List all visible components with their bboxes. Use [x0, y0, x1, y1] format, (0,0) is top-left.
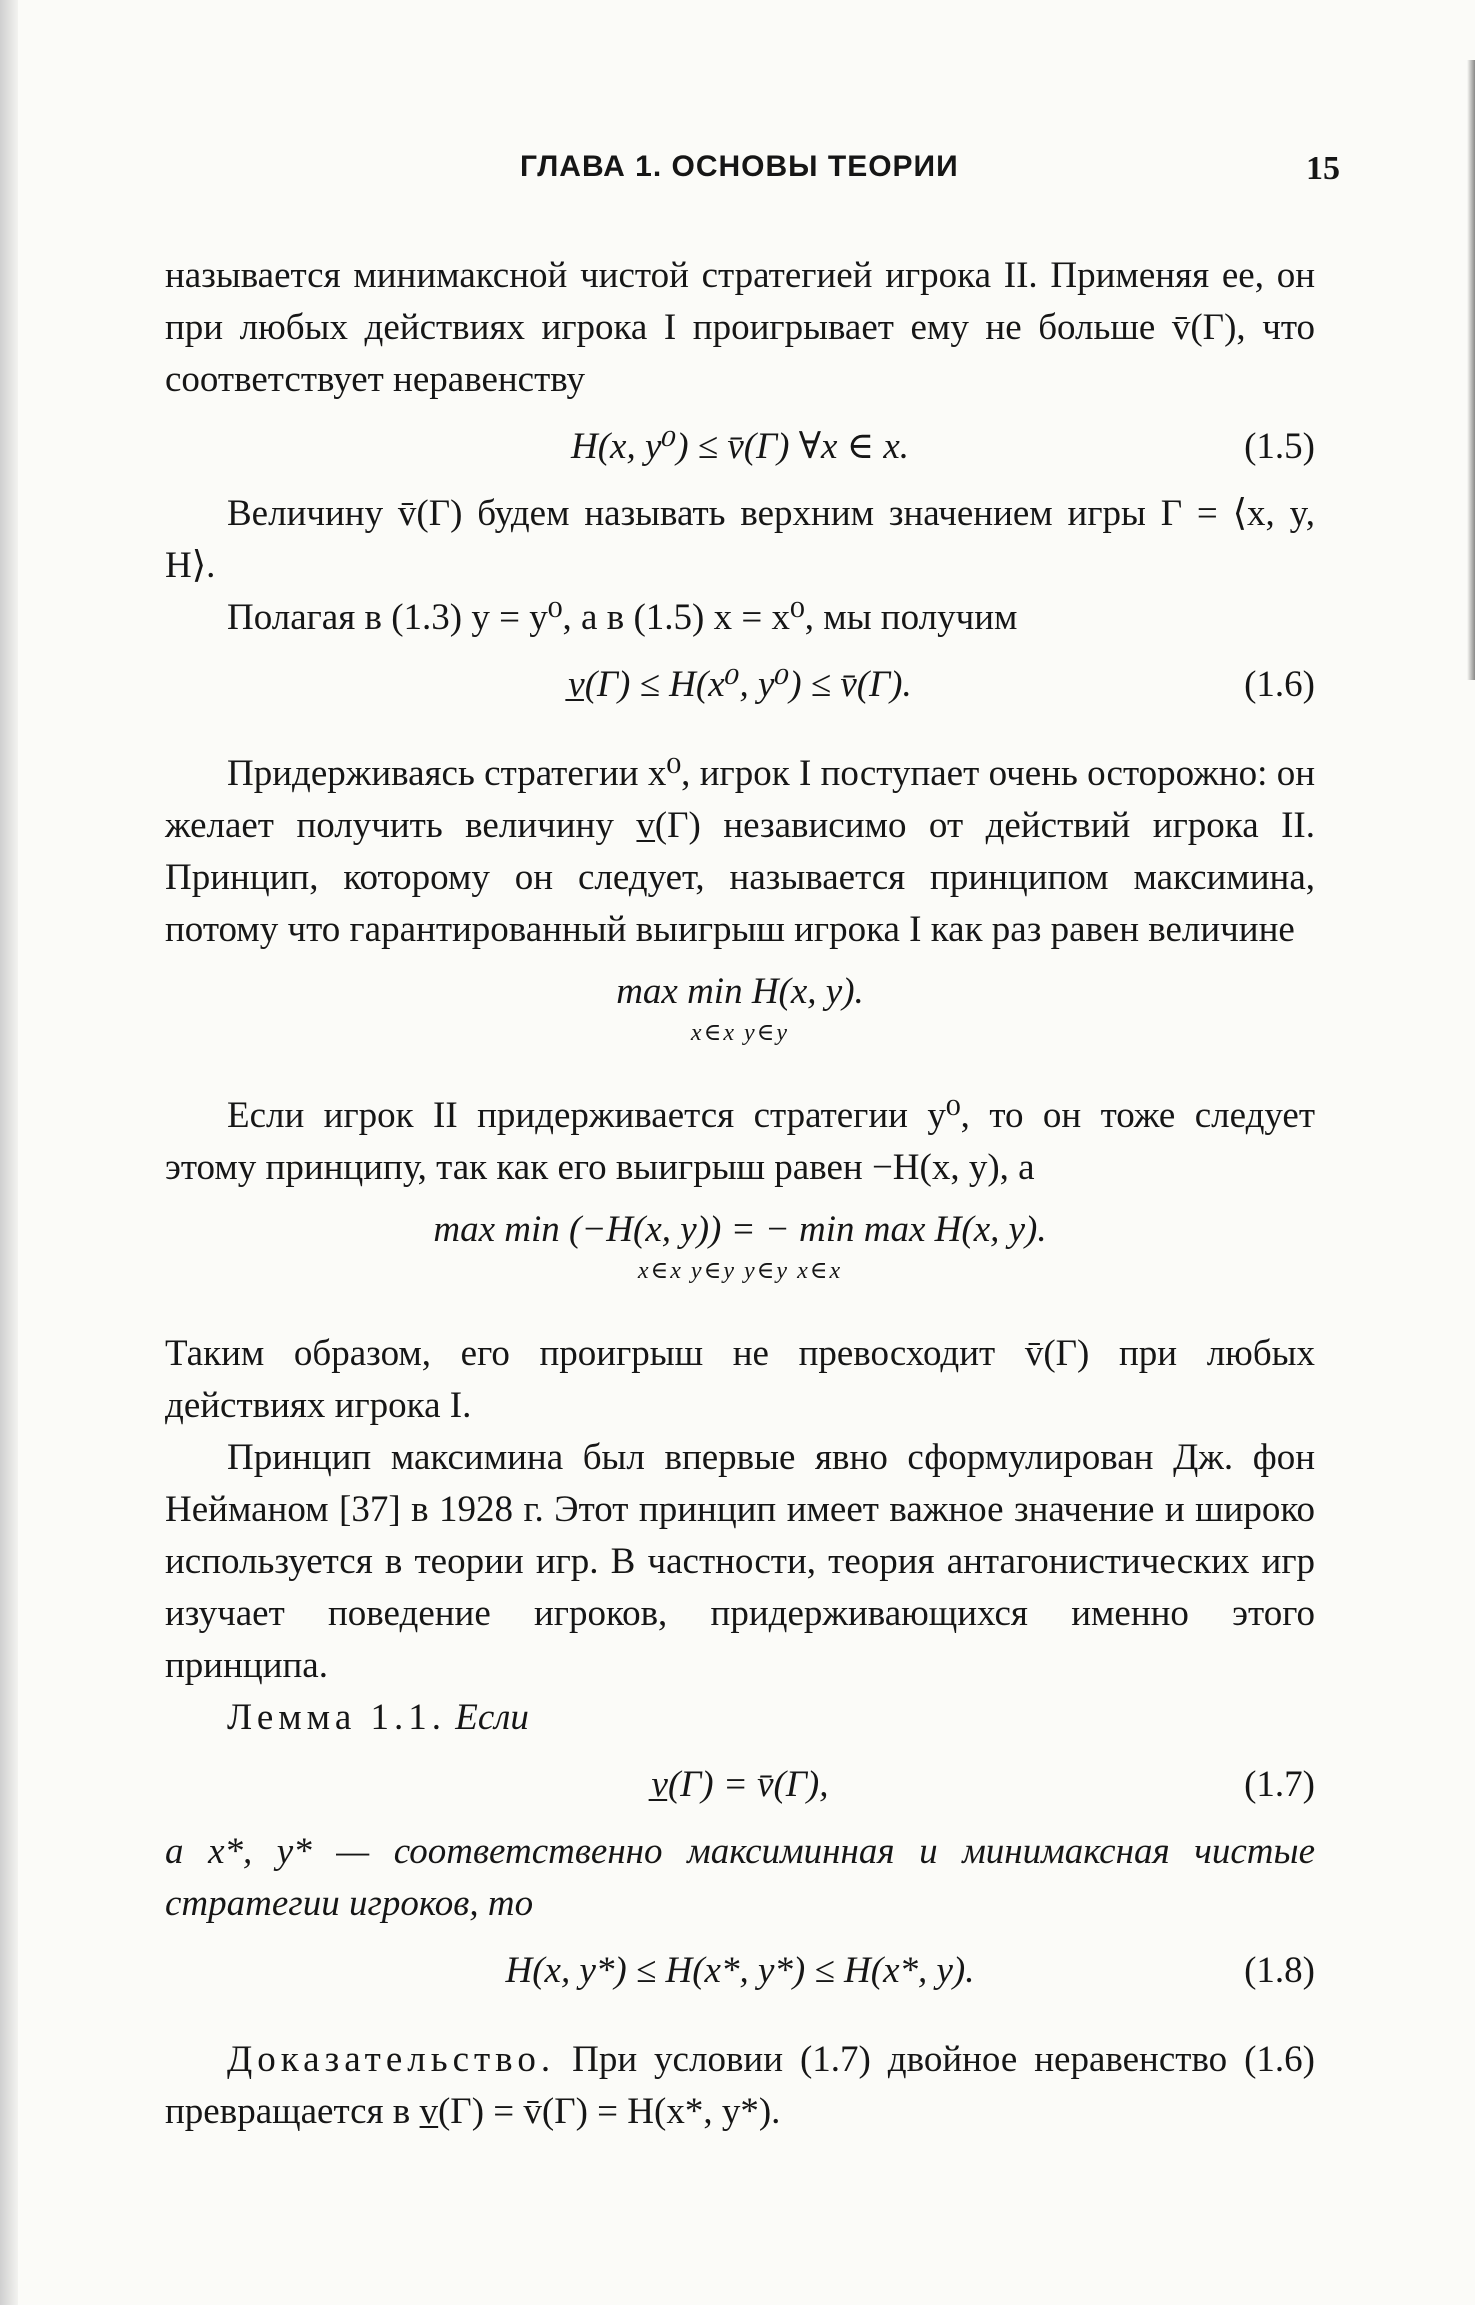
equation-1-7: [165, 1756, 1315, 1814]
running-head: ГЛАВА 1. ОСНОВЫ ТЕОРИИ: [520, 150, 959, 183]
proof-text: При условии (1.7) двойное неравенство (1.6) превращается в v̲(Г) = v̄(Г) = H(x*, y*).: [165, 2039, 1315, 2132]
paragraph-upper-value: Величину v̄(Г) будем называть верхним значением игры Г = ⟨x, y, H⟩.: [165, 493, 1315, 586]
paragraph-minimax-strategy: называется минимаксной чистой стратегией игрока II. Применяя ее, он при любых действиях игрока I проигрывает ему не больше v̄(Г), что соответствует неравенству: [165, 255, 1315, 400]
maxmin-1-subscripts: x∈x y∈y: [690, 1020, 790, 1046]
paragraph-loss-bound: Таким образом, его проигрыш не превосходит v̄(Г) при любых действиях игрока I.: [165, 1333, 1315, 1426]
page-body: [165, 250, 1315, 2138]
equation-1-6-text: v̲(Г) ≤ H(x⁰, y⁰) ≤ v̄(Г).: [568, 664, 912, 705]
maxmin-2-main: max min (−H(x, y)) = − min max H(x, y).: [433, 1209, 1047, 1250]
proof-label: Доказательство.: [227, 2039, 556, 2080]
equation-1-8: [165, 1942, 1315, 2000]
paragraph-substitution: Полагая в (1.3) y = y⁰, а в (1.5) x = x⁰, мы получим: [227, 597, 1018, 638]
equation-1-5: [165, 418, 1315, 476]
equation-1-8-text: H(x, y*) ≤ H(x*, y*) ≤ H(x*, y).: [505, 1950, 975, 1991]
maxmin-expression-2: [165, 1204, 1315, 1304]
page-number: 15: [1306, 150, 1340, 187]
paragraph-neumann: Принцип максимина был впервые явно сформулирован Дж. фон Нейманом [37] в 1928 г. Этот принцип имеет важное значение и широко используется в теории игр. В частности, теория антагонистических игр изучает поведение игроков, придерживающихся именно этого принципа.: [165, 1437, 1315, 1686]
page-header: [520, 150, 1340, 200]
equation-1-5-text: H(x, y⁰) ≤ v̄(Г) ∀x ∈ x.: [570, 426, 910, 467]
paragraph-player-two: Если игрок II придерживается стратегии y⁰, то он тоже следует этому принципу, так как его выигрыш равен −H(x, y), а: [165, 1095, 1315, 1188]
maxmin-expression-1: [165, 966, 1315, 1066]
lemma-label: Лемма 1.1.: [227, 1697, 447, 1738]
paragraph-lemma-condition: [165, 1826, 1315, 1930]
scan-edge-left: [0, 0, 18, 2305]
equation-1-7-number: (1.7): [1244, 1764, 1315, 1805]
maxmin-1-main: max min H(x, y).: [616, 971, 864, 1012]
lemma-statement: [165, 1692, 1315, 1744]
equation-1-6-number: (1.6): [1244, 664, 1315, 705]
equation-1-7-text: v̲(Г) = v̄(Г),: [651, 1764, 829, 1805]
maxmin-2-subscripts: x∈x y∈y y∈y x∈x: [637, 1258, 843, 1284]
paragraph-maximin-principle: Придерживаясь стратегии x⁰, игрок I поступает очень осторожно: он желает получить величину v̲(Г) независимо от действий игрока II. Принцип, которому он следует, называется принципом максимина, потому что гарантированный выигрыш игрока I как раз равен величине: [165, 753, 1315, 950]
equation-1-5-number: (1.5): [1244, 426, 1315, 467]
equation-1-6: [165, 656, 1315, 714]
lemma-if: Если: [455, 1697, 529, 1738]
equation-1-8-number: (1.8): [1244, 1950, 1315, 1991]
paragraph-proof: [165, 2034, 1315, 2138]
scan-edge-right: [1467, 60, 1475, 680]
lemma-condition-text: а x*, y* — соответственно максиминная и минимаксная чистые стратегии игроков, то: [165, 1831, 1315, 1924]
